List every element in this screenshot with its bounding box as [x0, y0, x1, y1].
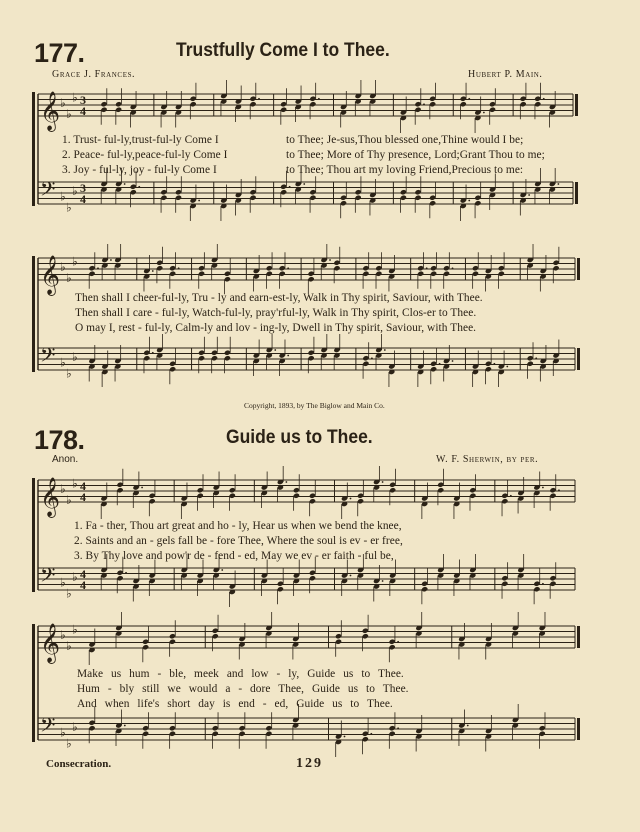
dot: [285, 481, 287, 483]
dot: [467, 725, 469, 727]
bass-clef-icon: 𝄢: [40, 713, 56, 742]
flat-icon: ♭: [72, 350, 78, 364]
flat-icon: ♭: [72, 254, 78, 269]
flat-icon: ♭: [60, 189, 66, 204]
flat-icon: ♭: [66, 271, 72, 285]
hymn-number: 178.: [34, 425, 85, 455]
bass-clef-icon: 𝄢: [40, 563, 56, 592]
final-barline: [577, 258, 580, 280]
system-brace: [32, 92, 35, 206]
verse-line: 1. Fa - ther, Thou art great and ho - ly, Hear us when we bend the knee,: [74, 520, 402, 532]
flat-icon: ♭: [66, 366, 72, 381]
topic-label: Consecration.: [46, 758, 112, 770]
hymn-title: Guide us to Thee.: [226, 427, 373, 448]
system-brace: [32, 478, 35, 592]
hymn-title: Trustfully Come I to Thee.: [176, 40, 390, 61]
treble-clef-icon: 𝄞: [40, 91, 61, 131]
dot: [289, 186, 291, 188]
final-barline: [577, 348, 580, 370]
treble-clef-icon: 𝄞: [40, 623, 61, 663]
dot: [97, 267, 99, 269]
flat-icon: ♭: [60, 575, 66, 590]
flat-icon: ♭: [72, 570, 78, 584]
dot: [382, 580, 384, 582]
system-brace: [32, 624, 35, 742]
dot: [423, 103, 425, 105]
dot: [152, 270, 154, 272]
dot: [371, 357, 373, 359]
hymn-number: 177.: [34, 38, 85, 68]
dot: [557, 183, 559, 185]
final-barline: [577, 718, 580, 740]
verse-line: Then shall I care - ful-ly, Watch-ful-ly, pray'rful-ly, Walk in Thy spirit, Clos-er to Thee.: [75, 307, 477, 319]
bass-clef-icon: 𝄢: [40, 177, 56, 206]
hymn-author: Grace J. Frances.: [52, 69, 136, 80]
dot: [274, 349, 276, 351]
dot: [510, 495, 512, 497]
dot: [110, 259, 112, 261]
dot: [258, 98, 260, 100]
flat-icon: ♭: [72, 622, 78, 637]
dot: [318, 98, 320, 100]
verse-line: 2. Saints and an - gels fall be - fore Thee, Where the soul is ev - er free,: [74, 535, 403, 547]
dot: [124, 725, 126, 727]
dot: [124, 183, 126, 185]
hymn-composer: W. F. Sherwin, by per.: [436, 454, 539, 465]
dot: [141, 487, 143, 489]
dot: [543, 98, 545, 100]
dot: [329, 259, 331, 261]
flat-icon: ♭: [60, 260, 66, 274]
dot: [198, 200, 200, 202]
dot: [287, 355, 289, 357]
dot: [535, 357, 537, 359]
dot: [452, 267, 454, 269]
system-brace: [32, 256, 35, 372]
dot: [178, 267, 180, 269]
dot: [542, 583, 544, 585]
verse-line: And when life's short day is end - ed, Guide us to Thee.: [77, 698, 393, 710]
dot: [221, 569, 223, 571]
verse-line: Hum - bly still we would a - dore Thee, Guide us to Thee.: [77, 683, 409, 695]
dot: [382, 481, 384, 483]
dot: [506, 366, 508, 368]
dot: [468, 98, 470, 100]
dot: [138, 186, 140, 188]
dot: [350, 498, 352, 500]
time-signature: 3: [80, 181, 86, 195]
verse-line: to Thee; Thou art my loving Friend,Precious to me:: [286, 164, 524, 176]
verse-line: 1. Trust- ful-ly,trust-ful-ly Come I: [62, 134, 219, 146]
flat-icon: ♭: [66, 639, 72, 653]
flat-icon: ♭: [72, 720, 78, 734]
dot: [303, 183, 305, 185]
dot: [493, 363, 495, 365]
time-signature: 4: [80, 578, 86, 592]
time-signature: 4: [80, 479, 86, 493]
final-barline: [575, 94, 578, 116]
dot: [384, 349, 386, 351]
final-barline: [577, 626, 580, 648]
verse-line: to Thee; Je-sus,Thou blessed one,Thine would I be;: [286, 134, 524, 146]
page-number: 129: [296, 756, 323, 771]
flat-icon: ♭: [66, 736, 72, 751]
dot: [483, 112, 485, 114]
flat-icon: ♭: [72, 476, 78, 491]
dot: [558, 489, 560, 491]
dot: [439, 363, 441, 365]
hymn-composer: Hubert P. Main.: [468, 69, 543, 80]
flat-icon: ♭: [66, 107, 72, 121]
flat-icon: ♭: [72, 184, 78, 198]
verse-line: 3. Joy - ful-ly, joy - ful-ly Come I: [62, 164, 217, 176]
dot: [468, 200, 470, 202]
flat-icon: ♭: [72, 90, 78, 105]
verse-line: 3. By Thy love and pow'r de - fend - ed, May we ev - er faith - ful be,: [74, 550, 394, 562]
flat-icon: ♭: [60, 725, 66, 740]
dot: [152, 352, 154, 354]
flat-icon: ♭: [60, 96, 66, 110]
flat-icon: ♭: [66, 200, 72, 215]
treble-clef-icon: 𝄞: [40, 255, 61, 295]
copyright-notice: Copyright, 1893, by The Biglow and Main Co.: [244, 401, 385, 410]
time-signature: 4: [80, 567, 86, 581]
dot: [397, 641, 399, 643]
flat-icon: ♭: [66, 586, 72, 601]
verse-line: to Thee; More of Thy presence, Lord;Grant Thou to me;: [286, 149, 545, 161]
dot: [287, 267, 289, 269]
flat-icon: ♭: [66, 493, 72, 507]
dot: [344, 736, 346, 738]
final-barline: [575, 182, 578, 204]
verse-line: O may I, rest - ful-ly, Calm-ly and lov - ing-ly, Dwell in Thy spirit, Saviour, with Thee.: [75, 322, 477, 334]
flat-icon: ♭: [60, 628, 66, 642]
treble-clef-icon: 𝄞: [40, 477, 61, 517]
verse-line: Make us hum - ble, meek and low - ly, Guide us to Thee.: [77, 668, 404, 680]
verse-line: 2. Peace- ful-ly,peace-ful-ly Come I: [62, 149, 228, 161]
flat-icon: ♭: [60, 355, 66, 370]
dot: [125, 572, 127, 574]
time-signature: 4: [80, 192, 86, 206]
hymn-author: Anon.: [52, 454, 79, 465]
dot: [397, 727, 399, 729]
time-signature: 4: [80, 490, 86, 504]
bass-clef-icon: 𝄢: [40, 343, 56, 372]
dot: [452, 360, 454, 362]
dot: [542, 487, 544, 489]
time-signature: 4: [80, 104, 86, 118]
time-signature: 3: [80, 93, 86, 107]
dot: [528, 194, 530, 196]
dot: [350, 575, 352, 577]
flat-icon: ♭: [60, 482, 66, 496]
dot: [426, 267, 428, 269]
verse-line: Then shall I cheer-ful-ly, Tru - ly and earn-est-ly, Walk in Thy spirit, Saviour, with Thee.: [75, 292, 483, 304]
dot: [370, 733, 372, 735]
